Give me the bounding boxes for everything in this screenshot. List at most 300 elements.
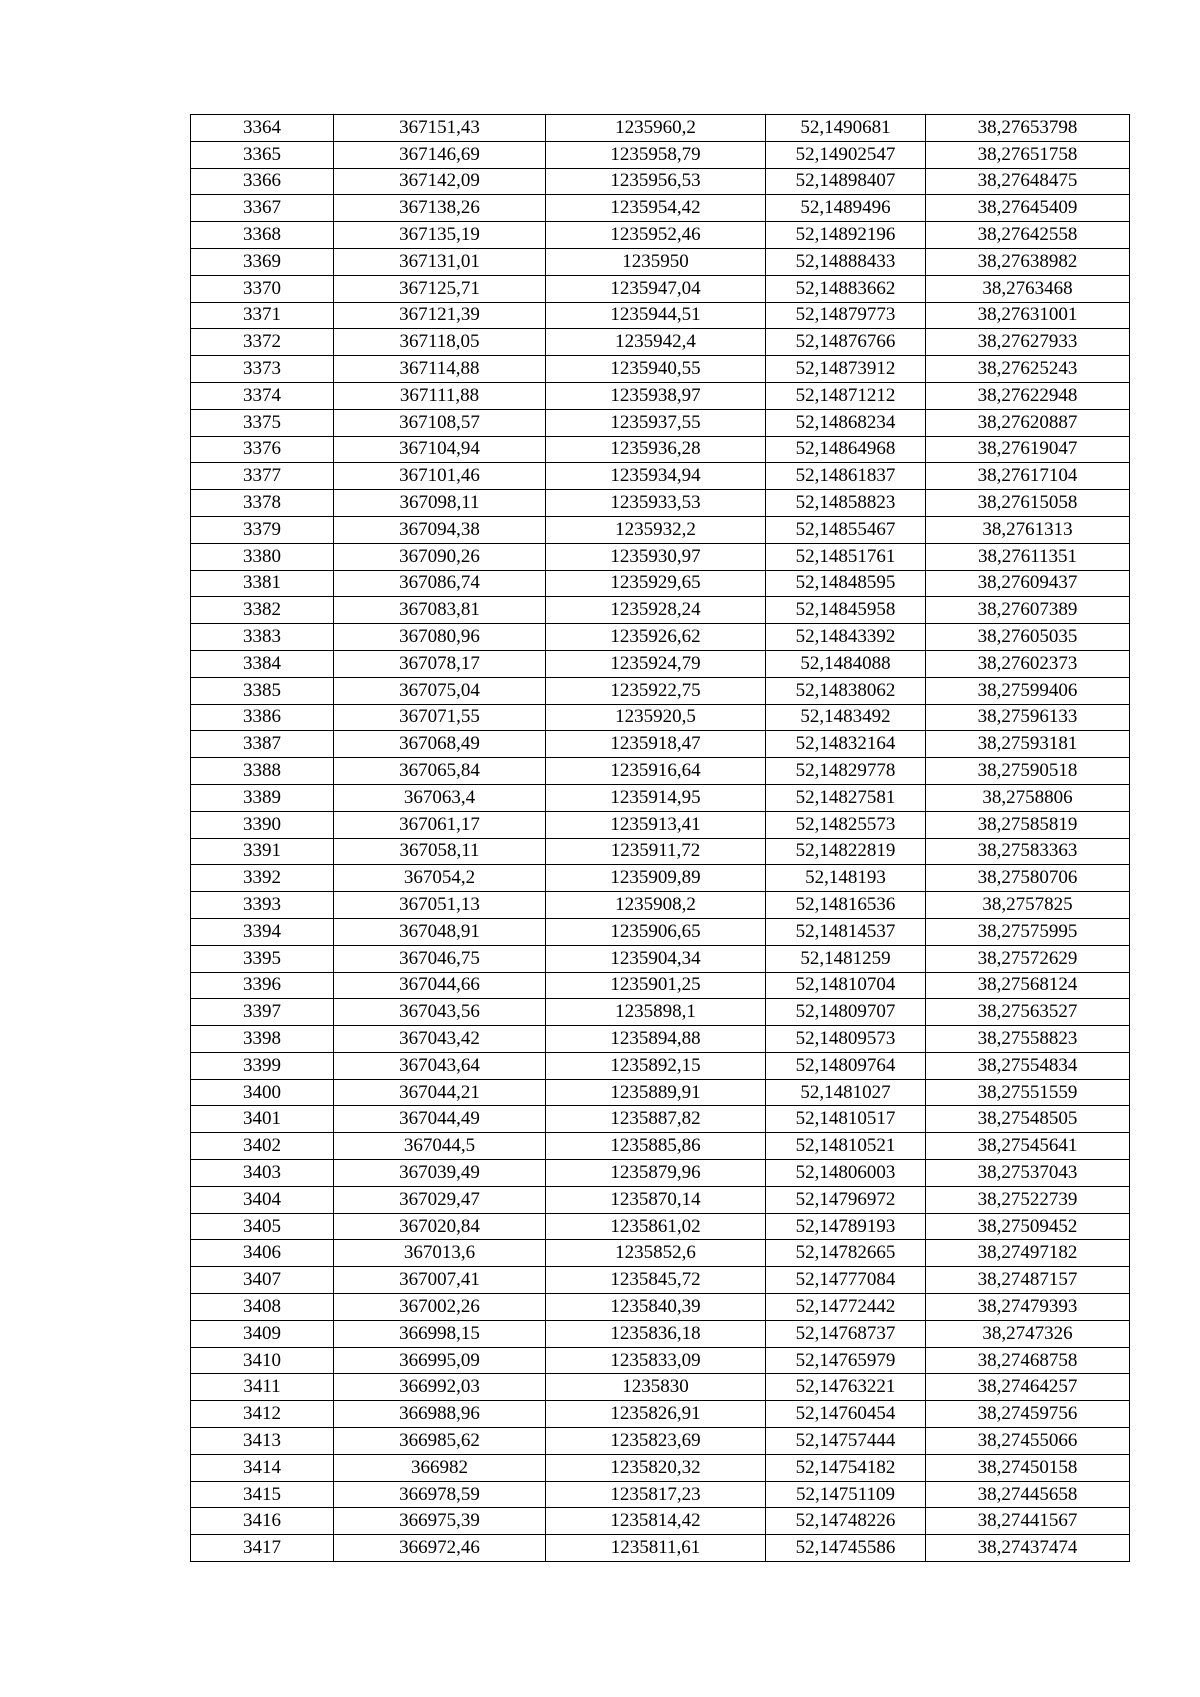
table-row [191,382,1130,409]
table-row [191,1267,1130,1294]
point-number-cell: 3376 [191,436,334,463]
table-row [191,168,1130,195]
table-row [191,999,1130,1026]
y-coordinate-cell: 1235879,96 [546,1160,766,1187]
y-coordinate-cell: 1235817,23 [546,1481,766,1508]
table-row [191,677,1130,704]
longitude-cell: 38,2761313 [926,516,1130,543]
y-coordinate-cell: 1235936,28 [546,436,766,463]
latitude-cell: 52,1483492 [766,704,926,731]
table-row [191,1026,1130,1053]
point-number-cell: 3401 [191,1106,334,1133]
y-coordinate-cell: 1235913,41 [546,811,766,838]
x-coordinate-cell: 367065,84 [334,758,546,785]
point-number-cell: 3402 [191,1133,334,1160]
table-row [191,1294,1130,1321]
point-number-cell: 3377 [191,463,334,490]
latitude-cell: 52,14825573 [766,811,926,838]
x-coordinate-cell: 367043,42 [334,1026,546,1053]
longitude-cell: 38,27583363 [926,838,1130,865]
latitude-cell: 52,14843392 [766,624,926,651]
table-row [191,865,1130,892]
point-number-cell: 3399 [191,1052,334,1079]
x-coordinate-cell: 367007,41 [334,1267,546,1294]
point-number-cell: 3412 [191,1401,334,1428]
x-coordinate-cell: 367135,19 [334,222,546,249]
point-number-cell: 3410 [191,1347,334,1374]
table-row [191,275,1130,302]
point-number-cell: 3413 [191,1428,334,1455]
point-number-cell: 3397 [191,999,334,1026]
point-number-cell: 3372 [191,329,334,356]
latitude-cell: 52,1481027 [766,1079,926,1106]
point-number-cell: 3368 [191,222,334,249]
point-number-cell: 3394 [191,918,334,945]
y-coordinate-cell: 1235916,64 [546,758,766,785]
y-coordinate-cell: 1235814,42 [546,1508,766,1535]
table-row [191,811,1130,838]
y-coordinate-cell: 1235861,02 [546,1213,766,1240]
table-row [191,918,1130,945]
latitude-cell: 52,14745586 [766,1535,926,1562]
y-coordinate-cell: 1235908,2 [546,892,766,919]
x-coordinate-cell: 367078,17 [334,650,546,677]
longitude-cell: 38,27548505 [926,1106,1130,1133]
y-coordinate-cell: 1235840,39 [546,1294,766,1321]
latitude-cell: 52,14879773 [766,302,926,329]
point-number-cell: 3406 [191,1240,334,1267]
longitude-cell: 38,27605035 [926,624,1130,651]
latitude-cell: 52,14768737 [766,1320,926,1347]
table-row [191,758,1130,785]
x-coordinate-cell: 367044,5 [334,1133,546,1160]
latitude-cell: 52,14810517 [766,1106,926,1133]
x-coordinate-cell: 367013,6 [334,1240,546,1267]
y-coordinate-cell: 1235934,94 [546,463,766,490]
point-number-cell: 3381 [191,570,334,597]
x-coordinate-cell: 367080,96 [334,624,546,651]
x-coordinate-cell: 367054,2 [334,865,546,892]
longitude-cell: 38,27563527 [926,999,1130,1026]
point-number-cell: 3404 [191,1186,334,1213]
table-row [191,1401,1130,1428]
y-coordinate-cell: 1235887,82 [546,1106,766,1133]
longitude-cell: 38,27445658 [926,1481,1130,1508]
longitude-cell: 38,2757825 [926,892,1130,919]
longitude-cell: 38,27441567 [926,1508,1130,1535]
y-coordinate-cell: 1235823,69 [546,1428,766,1455]
longitude-cell: 38,27625243 [926,356,1130,383]
longitude-cell: 38,27568124 [926,972,1130,999]
y-coordinate-cell: 1235901,25 [546,972,766,999]
table-row [191,516,1130,543]
y-coordinate-cell: 1235914,95 [546,784,766,811]
x-coordinate-cell: 367039,49 [334,1160,546,1187]
longitude-cell: 38,2763468 [926,275,1130,302]
y-coordinate-cell: 1235870,14 [546,1186,766,1213]
x-coordinate-cell: 367121,39 [334,302,546,329]
table-row [191,624,1130,651]
y-coordinate-cell: 1235885,86 [546,1133,766,1160]
x-coordinate-cell: 367061,17 [334,811,546,838]
x-coordinate-cell: 367043,64 [334,1052,546,1079]
longitude-cell: 38,27648475 [926,168,1130,195]
longitude-cell: 38,27558823 [926,1026,1130,1053]
x-coordinate-cell: 367151,43 [334,115,546,142]
longitude-cell: 38,27638982 [926,248,1130,275]
longitude-cell: 38,27596133 [926,704,1130,731]
longitude-cell: 38,27545641 [926,1133,1130,1160]
x-coordinate-cell: 367083,81 [334,597,546,624]
longitude-cell: 38,27497182 [926,1240,1130,1267]
longitude-cell: 38,27554834 [926,1052,1130,1079]
point-number-cell: 3371 [191,302,334,329]
x-coordinate-cell: 367094,38 [334,516,546,543]
latitude-cell: 52,14763221 [766,1374,926,1401]
table-row [191,1428,1130,1455]
latitude-cell: 52,14858823 [766,490,926,517]
point-number-cell: 3373 [191,356,334,383]
y-coordinate-cell: 1235892,15 [546,1052,766,1079]
x-coordinate-cell: 366982 [334,1454,546,1481]
y-coordinate-cell: 1235952,46 [546,222,766,249]
x-coordinate-cell: 367051,13 [334,892,546,919]
table-row [191,115,1130,142]
y-coordinate-cell: 1235906,65 [546,918,766,945]
y-coordinate-cell: 1235894,88 [546,1026,766,1053]
y-coordinate-cell: 1235898,1 [546,999,766,1026]
table-row [191,972,1130,999]
latitude-cell: 52,14806003 [766,1160,926,1187]
table-row [191,731,1130,758]
x-coordinate-cell: 367090,26 [334,543,546,570]
longitude-cell: 38,27551559 [926,1079,1130,1106]
y-coordinate-cell: 1235938,97 [546,382,766,409]
table-row [191,1160,1130,1187]
table-row [191,704,1130,731]
table-row [191,945,1130,972]
x-coordinate-cell: 367063,4 [334,784,546,811]
latitude-cell: 52,14851761 [766,543,926,570]
latitude-cell: 52,14829778 [766,758,926,785]
longitude-cell: 38,27653798 [926,115,1130,142]
point-number-cell: 3367 [191,195,334,222]
y-coordinate-cell: 1235940,55 [546,356,766,383]
table-row [191,490,1130,517]
point-number-cell: 3414 [191,1454,334,1481]
table-row [191,1079,1130,1106]
longitude-cell: 38,2758806 [926,784,1130,811]
point-number-cell: 3384 [191,650,334,677]
table-row [191,1240,1130,1267]
point-number-cell: 3370 [191,275,334,302]
point-number-cell: 3393 [191,892,334,919]
longitude-cell: 38,27468758 [926,1347,1130,1374]
latitude-cell: 52,14876766 [766,329,926,356]
longitude-cell: 38,27607389 [926,597,1130,624]
x-coordinate-cell: 367098,11 [334,490,546,517]
coordinates-table-body [191,115,1130,1562]
table-row [191,892,1130,919]
latitude-cell: 52,14765979 [766,1347,926,1374]
latitude-cell: 52,14868234 [766,409,926,436]
x-coordinate-cell: 367075,04 [334,677,546,704]
table-row [191,784,1130,811]
table-row [191,1535,1130,1562]
point-number-cell: 3408 [191,1294,334,1321]
y-coordinate-cell: 1235811,61 [546,1535,766,1562]
latitude-cell: 52,14760454 [766,1401,926,1428]
latitude-cell: 52,1489496 [766,195,926,222]
table-row [191,1454,1130,1481]
y-coordinate-cell: 1235845,72 [546,1267,766,1294]
longitude-cell: 38,27631001 [926,302,1130,329]
x-coordinate-cell: 367118,05 [334,329,546,356]
y-coordinate-cell: 1235947,04 [546,275,766,302]
table-row [191,356,1130,383]
latitude-cell: 52,1481259 [766,945,926,972]
y-coordinate-cell: 1235929,65 [546,570,766,597]
point-number-cell: 3380 [191,543,334,570]
y-coordinate-cell: 1235937,55 [546,409,766,436]
latitude-cell: 52,14855467 [766,516,926,543]
x-coordinate-cell: 367048,91 [334,918,546,945]
latitude-cell: 52,14871212 [766,382,926,409]
point-number-cell: 3389 [191,784,334,811]
point-number-cell: 3396 [191,972,334,999]
latitude-cell: 52,14861837 [766,463,926,490]
latitude-cell: 52,14845958 [766,597,926,624]
longitude-cell: 38,27450158 [926,1454,1130,1481]
table-row [191,1133,1130,1160]
point-number-cell: 3398 [191,1026,334,1053]
point-number-cell: 3388 [191,758,334,785]
table-row [191,1213,1130,1240]
point-number-cell: 3382 [191,597,334,624]
x-coordinate-cell: 366975,39 [334,1508,546,1535]
x-coordinate-cell: 367146,69 [334,141,546,168]
longitude-cell: 38,27437474 [926,1535,1130,1562]
longitude-cell: 38,27651758 [926,141,1130,168]
x-coordinate-cell: 367046,75 [334,945,546,972]
latitude-cell: 52,14814537 [766,918,926,945]
longitude-cell: 38,27585819 [926,811,1130,838]
x-coordinate-cell: 366995,09 [334,1347,546,1374]
x-coordinate-cell: 367138,26 [334,195,546,222]
point-number-cell: 3409 [191,1320,334,1347]
point-number-cell: 3369 [191,248,334,275]
x-coordinate-cell: 366978,59 [334,1481,546,1508]
longitude-cell: 38,27645409 [926,195,1130,222]
table-row [191,1052,1130,1079]
point-number-cell: 3403 [191,1160,334,1187]
y-coordinate-cell: 1235922,75 [546,677,766,704]
table-row [191,248,1130,275]
latitude-cell: 52,14873912 [766,356,926,383]
latitude-cell: 52,14827581 [766,784,926,811]
x-coordinate-cell: 367131,01 [334,248,546,275]
point-number-cell: 3415 [191,1481,334,1508]
y-coordinate-cell: 1235911,72 [546,838,766,865]
point-number-cell: 3365 [191,141,334,168]
x-coordinate-cell: 367044,21 [334,1079,546,1106]
y-coordinate-cell: 1235954,42 [546,195,766,222]
longitude-cell: 38,27580706 [926,865,1130,892]
latitude-cell: 52,1484088 [766,650,926,677]
y-coordinate-cell: 1235944,51 [546,302,766,329]
table-row [191,1347,1130,1374]
x-coordinate-cell: 367108,57 [334,409,546,436]
x-coordinate-cell: 367071,55 [334,704,546,731]
y-coordinate-cell: 1235830 [546,1374,766,1401]
x-coordinate-cell: 367068,49 [334,731,546,758]
longitude-cell: 38,27522739 [926,1186,1130,1213]
table-row [191,1508,1130,1535]
y-coordinate-cell: 1235933,53 [546,490,766,517]
x-coordinate-cell: 367044,49 [334,1106,546,1133]
x-coordinate-cell: 367002,26 [334,1294,546,1321]
table-row [191,195,1130,222]
longitude-cell: 38,27627933 [926,329,1130,356]
x-coordinate-cell: 366998,15 [334,1320,546,1347]
table-row [191,1186,1130,1213]
latitude-cell: 52,14772442 [766,1294,926,1321]
point-number-cell: 3405 [191,1213,334,1240]
x-coordinate-cell: 367125,71 [334,275,546,302]
table-row [191,1481,1130,1508]
y-coordinate-cell: 1235836,18 [546,1320,766,1347]
longitude-cell: 38,27487157 [926,1267,1130,1294]
table-row [191,650,1130,677]
y-coordinate-cell: 1235904,34 [546,945,766,972]
latitude-cell: 52,14892196 [766,222,926,249]
point-number-cell: 3416 [191,1508,334,1535]
longitude-cell: 38,27615058 [926,490,1130,517]
longitude-cell: 38,27619047 [926,436,1130,463]
latitude-cell: 52,14864968 [766,436,926,463]
latitude-cell: 52,14754182 [766,1454,926,1481]
table-row [191,436,1130,463]
table-row [191,543,1130,570]
latitude-cell: 52,1490681 [766,115,926,142]
latitude-cell: 52,14888433 [766,248,926,275]
point-number-cell: 3374 [191,382,334,409]
table-row [191,409,1130,436]
longitude-cell: 38,27622948 [926,382,1130,409]
x-coordinate-cell: 367111,88 [334,382,546,409]
latitude-cell: 52,14777084 [766,1267,926,1294]
table-row [191,570,1130,597]
longitude-cell: 38,27575995 [926,918,1130,945]
latitude-cell: 52,14816536 [766,892,926,919]
point-number-cell: 3417 [191,1535,334,1562]
longitude-cell: 38,27611351 [926,543,1130,570]
point-number-cell: 3375 [191,409,334,436]
y-coordinate-cell: 1235958,79 [546,141,766,168]
latitude-cell: 52,14810704 [766,972,926,999]
latitude-cell: 52,14822819 [766,838,926,865]
longitude-cell: 38,27617104 [926,463,1130,490]
point-number-cell: 3387 [191,731,334,758]
table-row [191,1374,1130,1401]
y-coordinate-cell: 1235926,62 [546,624,766,651]
point-number-cell: 3391 [191,838,334,865]
latitude-cell: 52,148193 [766,865,926,892]
x-coordinate-cell: 366972,46 [334,1535,546,1562]
longitude-cell: 38,27602373 [926,650,1130,677]
point-number-cell: 3411 [191,1374,334,1401]
latitude-cell: 52,14757444 [766,1428,926,1455]
longitude-cell: 38,27537043 [926,1160,1130,1187]
x-coordinate-cell: 367029,47 [334,1186,546,1213]
x-coordinate-cell: 367058,11 [334,838,546,865]
point-number-cell: 3395 [191,945,334,972]
latitude-cell: 52,14832164 [766,731,926,758]
x-coordinate-cell: 366988,96 [334,1401,546,1428]
point-number-cell: 3383 [191,624,334,651]
y-coordinate-cell: 1235920,5 [546,704,766,731]
point-number-cell: 3366 [191,168,334,195]
latitude-cell: 52,14782665 [766,1240,926,1267]
y-coordinate-cell: 1235852,6 [546,1240,766,1267]
longitude-cell: 38,27642558 [926,222,1130,249]
longitude-cell: 38,2747326 [926,1320,1130,1347]
y-coordinate-cell: 1235833,09 [546,1347,766,1374]
y-coordinate-cell: 1235924,79 [546,650,766,677]
y-coordinate-cell: 1235932,2 [546,516,766,543]
longitude-cell: 38,27590518 [926,758,1130,785]
point-number-cell: 3364 [191,115,334,142]
x-coordinate-cell: 367020,84 [334,1213,546,1240]
longitude-cell: 38,27599406 [926,677,1130,704]
table-row [191,838,1130,865]
latitude-cell: 52,14809707 [766,999,926,1026]
longitude-cell: 38,27593181 [926,731,1130,758]
y-coordinate-cell: 1235909,89 [546,865,766,892]
y-coordinate-cell: 1235826,91 [546,1401,766,1428]
y-coordinate-cell: 1235942,4 [546,329,766,356]
y-coordinate-cell: 1235950 [546,248,766,275]
table-row [191,597,1130,624]
latitude-cell: 52,14883662 [766,275,926,302]
y-coordinate-cell: 1235820,32 [546,1454,766,1481]
table-row [191,1320,1130,1347]
x-coordinate-cell: 366985,62 [334,1428,546,1455]
y-coordinate-cell: 1235918,47 [546,731,766,758]
x-coordinate-cell: 367104,94 [334,436,546,463]
latitude-cell: 52,14838062 [766,677,926,704]
longitude-cell: 38,27459756 [926,1401,1130,1428]
table-row [191,141,1130,168]
longitude-cell: 38,27572629 [926,945,1130,972]
x-coordinate-cell: 367043,56 [334,999,546,1026]
latitude-cell: 52,14809764 [766,1052,926,1079]
x-coordinate-cell: 367142,09 [334,168,546,195]
table-row [191,1106,1130,1133]
latitude-cell: 52,14751109 [766,1481,926,1508]
latitude-cell: 52,14810521 [766,1133,926,1160]
latitude-cell: 52,14789193 [766,1213,926,1240]
longitude-cell: 38,27609437 [926,570,1130,597]
latitude-cell: 52,14796972 [766,1186,926,1213]
x-coordinate-cell: 366992,03 [334,1374,546,1401]
x-coordinate-cell: 367086,74 [334,570,546,597]
x-coordinate-cell: 367044,66 [334,972,546,999]
y-coordinate-cell: 1235956,53 [546,168,766,195]
latitude-cell: 52,14848595 [766,570,926,597]
y-coordinate-cell: 1235960,2 [546,115,766,142]
x-coordinate-cell: 367114,88 [334,356,546,383]
